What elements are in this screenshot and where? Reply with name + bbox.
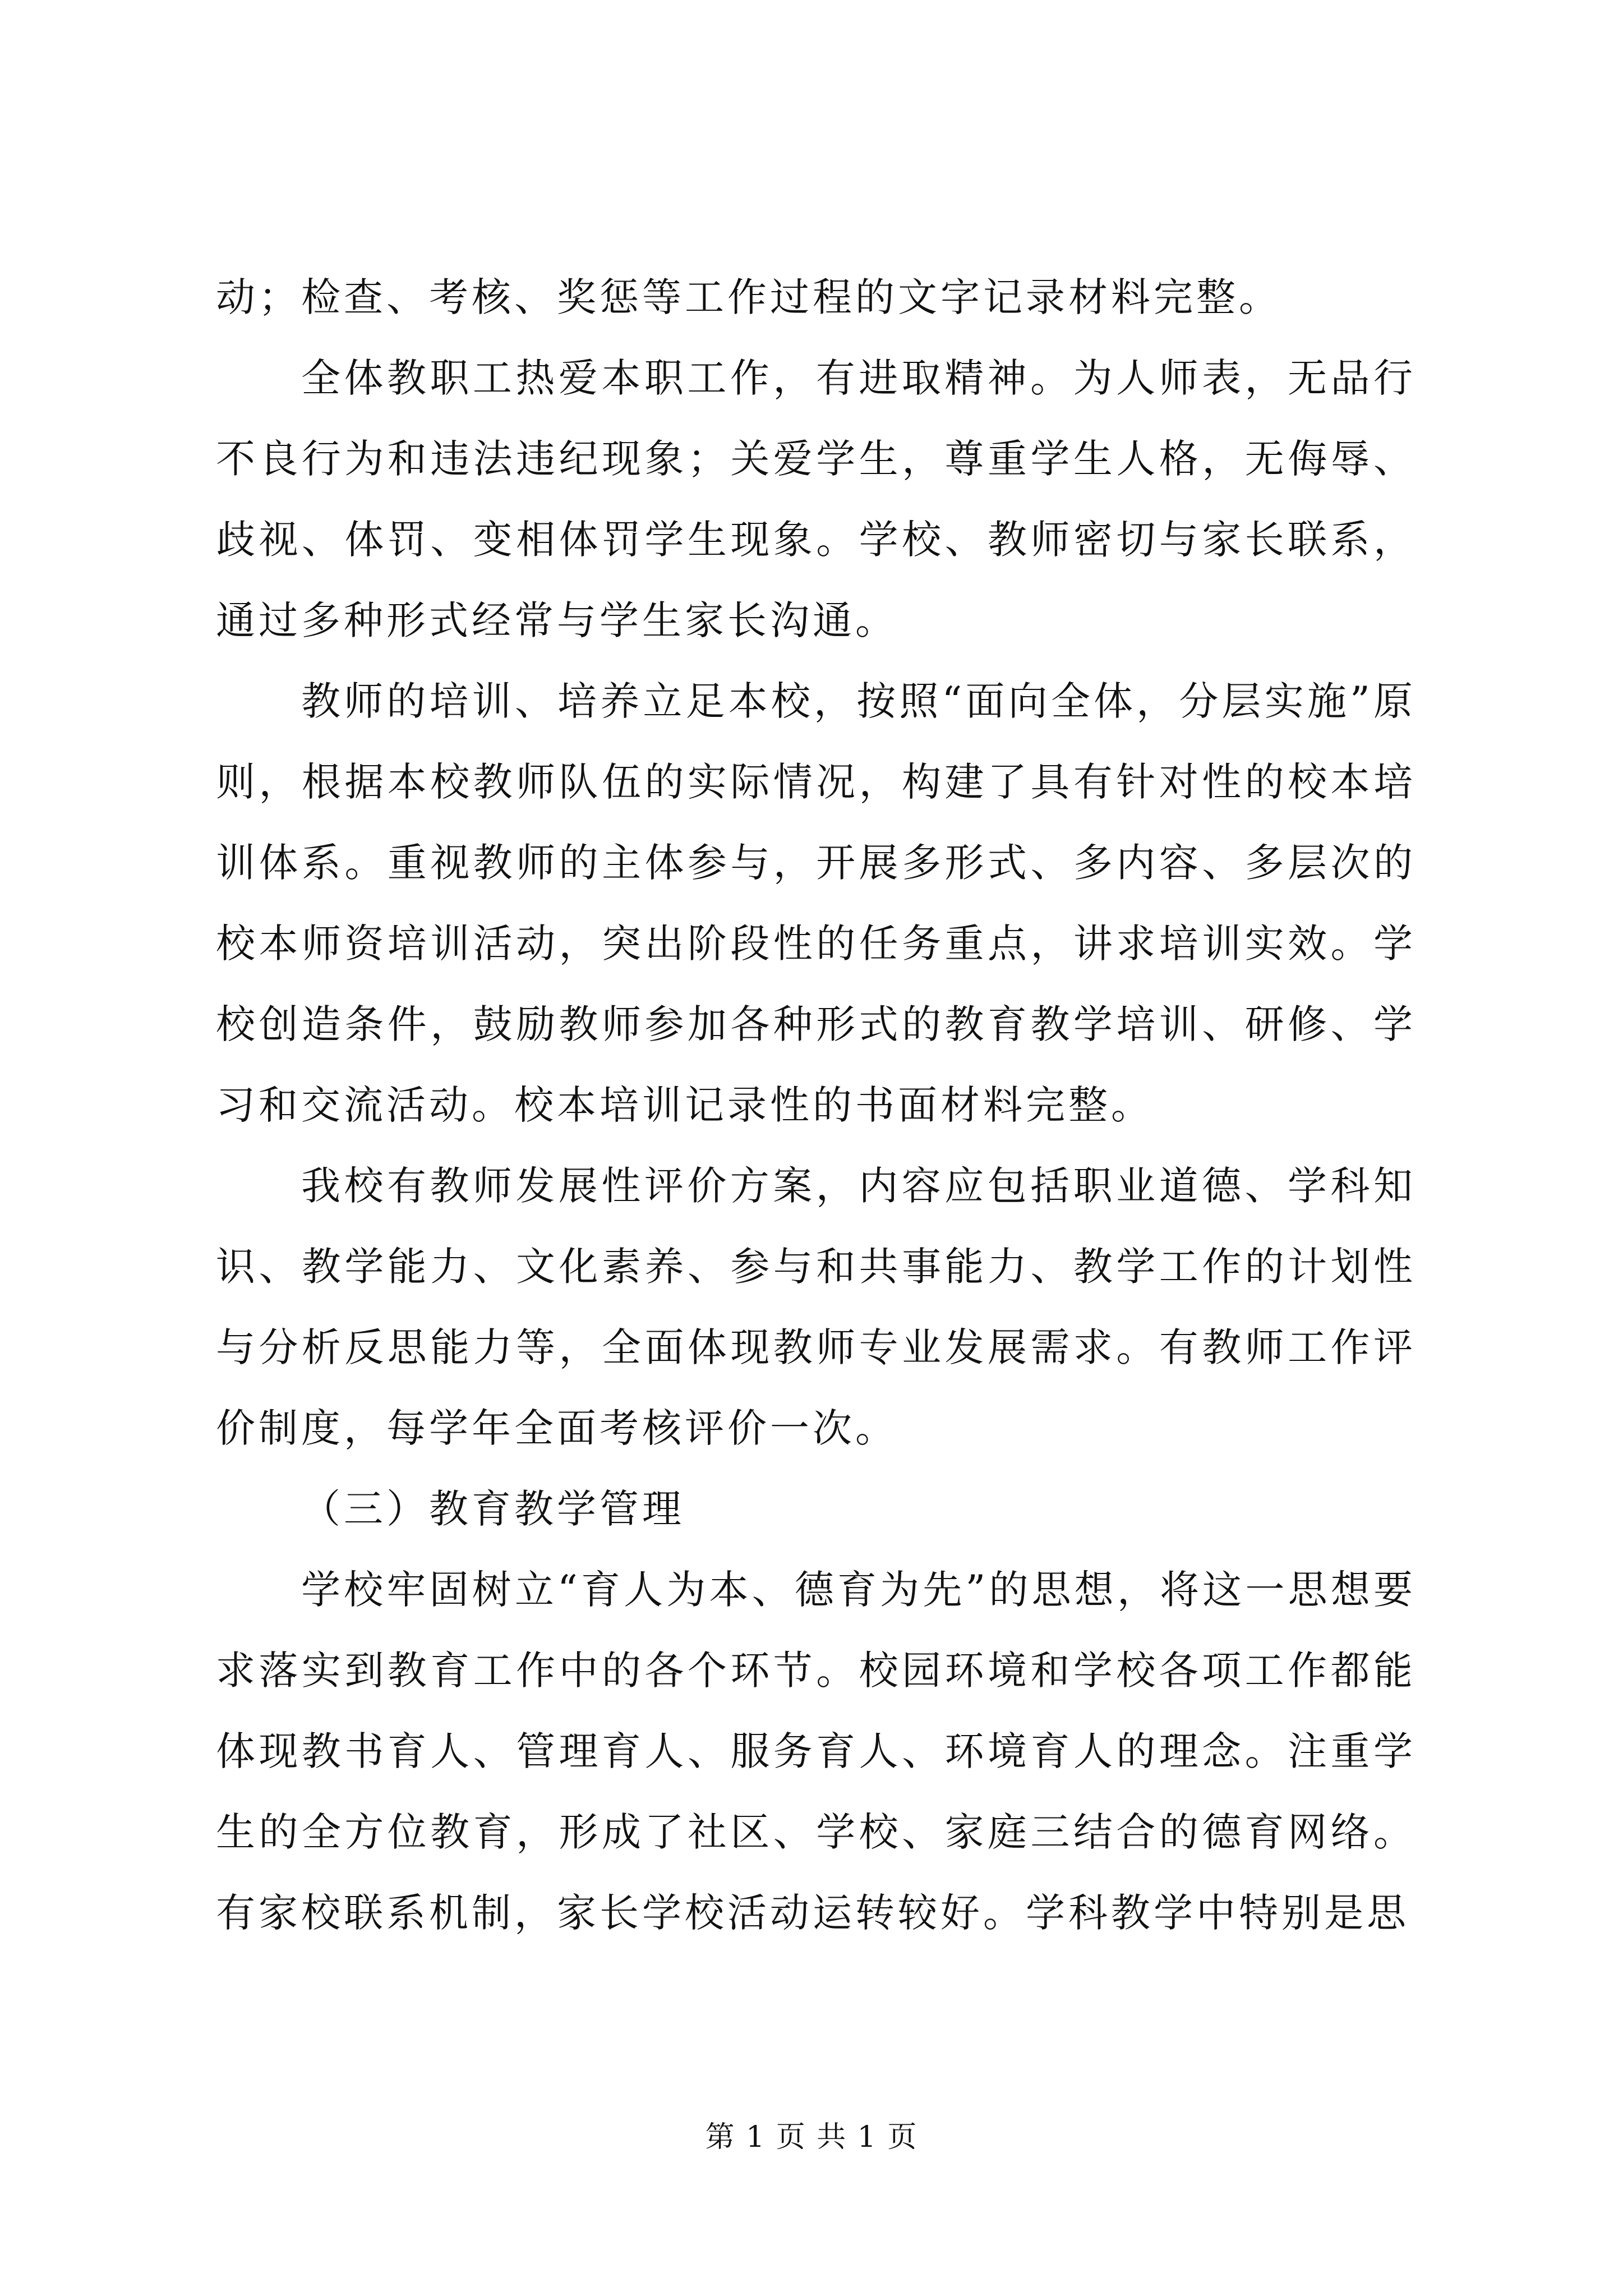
page-number-footer: 第 1 页 共 1 页 (705, 2120, 918, 2154)
section-heading-teaching-management: （三）教育教学管理 (301, 1486, 685, 1532)
document-body (216, 257, 1416, 1953)
paragraph-moral-education: 学校牢固树立“育人为本、德育为先”的思想，将这一思想要求落实到教育工作中的各个环节。校园环境和学校各项工作都能体现教书育人、管理育人、服务育人、环境育人的理念。注重学生的全方位教育，形成了社区、学校、家庭三结合的德育网络。有家校联系机制，家长学校活动运转较好。学科教学中特别是思 (216, 1567, 1416, 1936)
paragraph-continuation: 动；检查、考核、奖惩等工作过程的文字记录材料完整。 (216, 274, 1281, 320)
paragraph-staff-conduct: 全体教职工热爱本职工作，有进取精神。为人师表，无品行不良行为和违法违纪现象；关爱学生，尊重学生人格，无侮辱、歧视、体罚、变相体罚学生现象。学校、教师密切与家长联系，通过多种形式经常与学生家长沟通。 (216, 355, 1416, 643)
paragraph-teacher-evaluation: 我校有教师发展性评价方案，内容应包括职业道德、学科知识、教学能力、文化素养、参与和共事能力、教学工作的计划性与分析反思能力等，全面体现教师专业发展需求。有教师工作评价制度，每学年全面考核评价一次。 (216, 1163, 1416, 1451)
paragraph-teacher-training: 教师的培训、培养立足本校，按照“面向全体，分层实施”原则，根据本校教师队伍的实际情况，构建了具有针对性的校本培训体系。重视教师的主体参与，开展多形式、多内容、多层次的校本师资培训活动，突出阶段性的任务重点，讲求培训实效。学校创造条件，鼓励教师参加各种形式的教育教学培训、研修、学习和交流活动。校本培训记录性的书面材料完整。 (216, 678, 1416, 1128)
